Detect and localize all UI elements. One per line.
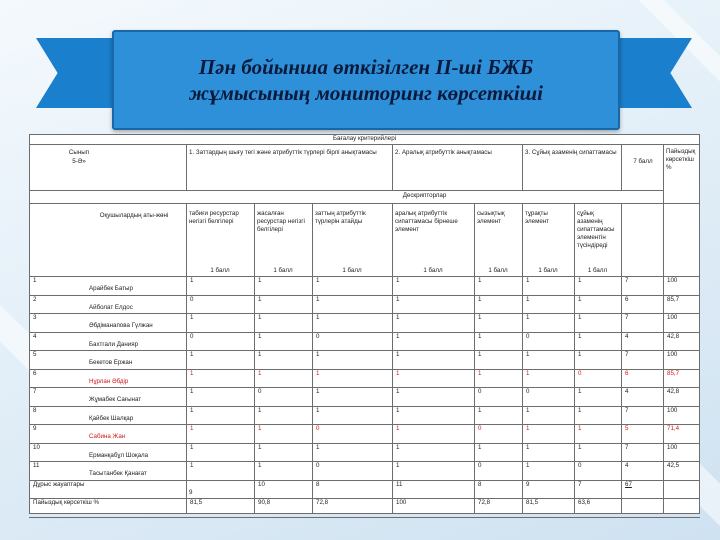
row-line [29,350,700,351]
percent-cell: 100 [667,277,678,284]
total-cell: 4 [625,332,629,340]
score-cell: 1 [578,406,582,414]
row-line [29,295,700,296]
percent-cell: 42,8 [667,388,680,395]
total-cell: 6 [625,369,629,377]
row-line [29,203,700,204]
row-number: 9 [33,425,37,432]
score-cell: 1 [258,332,262,340]
subscore-label: 1 балл [273,267,293,274]
total-cell: 7 [625,351,629,358]
monitoring-table [29,134,700,513]
col-line [621,203,622,513]
percent-header: Пайыздық көрсеткіш % [666,148,696,171]
score-cell: 0 [190,332,194,340]
score-cell: 1 [396,314,400,321]
score-cell: 1 [478,295,482,303]
col-line [574,203,575,513]
page-title: Пән бойынша өткізілген ІІ-ші БЖБ жұмысының мониторинг көрсеткіші [189,55,543,105]
score-cell: 1 [478,332,482,340]
score-cell: 1 [316,277,320,284]
score-cell: 1 [526,443,530,451]
percent-cell: 42,5 [667,462,680,469]
descriptor-7: сұйық азаменің сипаттамасы элементін түсіндіреді [577,210,615,249]
row-number: 2 [33,295,37,303]
score-cell: 1 [396,295,400,303]
student-name: Сабина Жан [89,433,126,440]
row-number: 11 [33,462,40,469]
score-cell: 0 [478,462,482,469]
descriptor-6: тұрақты элемент [525,210,550,225]
col-line [663,144,664,513]
score-cell: 1 [396,332,400,340]
score-cell: 1 [258,314,262,321]
criterion-3: 3. Сұйық азаменің сипаттамасы [525,149,617,156]
col-line [522,144,523,190]
score-cell: 0 [478,425,482,432]
correct-answers-cell: 9 [526,480,530,488]
correct-answers-cell: 7 [578,480,582,488]
criterion-1: 1. Заттардың шығу тегі және атрибуттік түрлері бірлі анықтамасы [189,149,377,156]
row-number: 1 [33,277,37,284]
total-cell: 7 [625,443,629,451]
students-label: Оқушылардың аты-жөні [99,212,169,219]
col-line [29,134,30,513]
row-line [29,513,700,514]
score-cell: 1 [526,462,530,469]
score-cell: 1 [316,406,320,414]
percent-cell: 85,7 [667,369,680,377]
score-cell: 1 [578,295,582,303]
score-cell: 1 [258,406,262,414]
criterion-2: 2. Аралық атрибуттік анықтамасы [395,149,492,156]
score-cell: 1 [190,351,194,358]
score-cell: 1 [578,332,582,340]
score-cell: 0 [478,388,482,395]
col-line [186,144,187,190]
score-cell: 1 [526,314,530,321]
score-cell: 1 [578,277,582,284]
score-cell: 1 [316,388,320,395]
score-cell: 1 [478,277,482,284]
col-line [699,134,700,513]
student-name: Қайбек Шалқар [89,414,134,422]
score-cell: 1 [578,351,582,358]
subscore-label: 1 балл [488,267,508,274]
student-name: Тасытанбек Қанағат [89,470,147,477]
student-name: Бекетов Ержан [89,359,133,366]
descriptor-4: аралық атрибуттік сипаттамасы бірнеше элемент [395,210,458,233]
percent-row-cell: 81,5 [190,499,203,506]
score-cell: 1 [578,314,582,321]
subscore-label: 1 балл [423,267,443,274]
row-line [29,517,700,518]
row-number: 6 [33,369,37,377]
row-line [29,461,700,462]
col-line [254,203,255,513]
student-name: Ерманқабұл Шоқала [89,451,149,459]
score-cell: 0 [316,425,320,432]
total-cell: 6 [625,295,629,303]
score-cell: 0 [316,332,320,340]
total-cell: 5 [625,425,629,432]
score-cell: 0 [316,462,320,469]
percent-cell: 71,4 [667,425,680,432]
subscore-label: 1 балл [210,267,230,274]
col-line [312,203,313,513]
score-cell: 1 [526,295,530,303]
descriptor-5: сызықтық элемент [477,210,505,225]
row-line [29,406,700,407]
score-cell: 1 [190,277,194,284]
percent-row-cell: 90,8 [258,499,271,506]
score-cell: 1 [316,295,320,303]
score-cell: 1 [396,388,400,395]
score-cell: 1 [396,425,400,432]
score-cell: 0 [258,388,262,395]
score-cell: 0 [526,332,530,340]
score-cell: 1 [478,314,482,321]
percent-cell: 100 [667,351,678,358]
class-value: 5-Ә» [72,158,86,165]
score-cell: 1 [258,295,262,303]
total-cell: 4 [625,388,629,395]
student-name: Айболат Елдос [89,303,133,311]
percent-row-cell: 81,5 [526,499,539,506]
descriptors-label: Дескрипторлар [402,192,447,199]
row-number: 5 [33,351,37,358]
col-line [392,144,393,190]
score-cell: 1 [316,443,320,451]
score-cell: 0 [190,295,194,303]
percent-row-cell: 63,6 [578,499,591,506]
descriptor-3: заттың атрибуттік түрлерін атайды [315,210,366,225]
subscore-label: 1 балл [342,267,362,274]
percent-row-cell: 72,8 [478,499,491,506]
row-line [29,313,700,314]
percent-cell: 100 [667,443,678,451]
score-cell: 1 [478,443,482,451]
score-cell: 1 [190,406,194,414]
row-number: 10 [33,443,40,451]
score-cell: 1 [578,388,582,395]
score-cell: 1 [578,443,582,451]
correct-answers-cell: 67 [625,480,632,488]
correct-answers-first: 9 [189,488,193,496]
row-line [29,443,700,444]
subscore-label: 1 балл [538,267,558,274]
score-cell: 1 [190,369,194,377]
percent-cell: 42,8 [667,332,680,340]
correct-answers-cell: 11 [396,480,403,488]
descriptor-2: жасалған ресурстар негізгі белгілері [257,210,305,233]
row-number: 8 [33,406,37,414]
score-cell: 0 [578,369,582,377]
score-cell: 1 [578,425,582,432]
student-name: Бахтгали Данияр [89,340,139,348]
row-line [29,276,700,277]
class-label: Сынып [68,149,90,156]
col-line [621,144,622,190]
score-cell: 1 [526,369,530,377]
row-line [29,332,700,333]
percent-cell: 85,7 [667,295,680,303]
student-name: Арайбек Батыр [89,285,133,292]
score-cell: 1 [190,314,194,321]
percent-cell: 100 [667,314,678,321]
score-cell: 1 [316,369,320,377]
score-cell: 1 [316,314,320,321]
col-line [474,203,475,513]
score-cell: 1 [526,406,530,414]
score-cell: 1 [190,443,194,451]
title-banner [36,14,692,130]
score-cell: 1 [316,351,320,358]
score-cell: 1 [526,351,530,358]
score-cell: 1 [396,406,400,414]
score-cell: 1 [258,277,262,284]
total-cell: 7 [625,277,629,284]
correct-answers-label: Дұрыс жауаптары [33,480,85,488]
criteria-header: Бағалау критерийлері [332,135,397,142]
score-cell: 1 [258,425,262,432]
score-cell: 1 [396,351,400,358]
banner-box [112,30,620,130]
row-number: 7 [33,388,37,395]
score-cell: 0 [526,388,530,395]
score-cell: 0 [578,462,582,469]
score-cell: 1 [478,369,482,377]
percent-row-cell: 100 [396,499,407,506]
score-cell: 1 [478,351,482,358]
percent-cell: 100 [667,406,678,414]
row-line [29,144,700,145]
total-cell: 7 [625,314,629,321]
correct-answers-cell: 10 [258,480,265,488]
percent-row-cell: 72,8 [316,499,329,506]
student-name: Нұрлан Әбдір [89,377,129,385]
row-line [29,424,700,425]
student-name: Әбдіманапова Гүлжан [89,322,153,329]
row-number: 3 [33,314,37,321]
score-cell: 1 [396,443,400,451]
score-cell: 1 [526,425,530,432]
col-line [186,203,187,513]
score-cell: 1 [190,388,194,395]
score-cell: 1 [190,425,194,432]
score-cell: 1 [396,277,400,284]
score-header: 7 балл [633,158,653,165]
subscore-label: 1 балл [587,267,608,274]
score-cell: 1 [396,462,400,469]
total-cell: 4 [625,462,629,469]
col-line [522,203,523,513]
score-cell: 1 [526,277,530,284]
row-line [29,190,663,191]
correct-answers-cell: 8 [478,480,482,488]
student-name: Жұмабек Сағынат [89,396,142,403]
correct-answers-cell: 8 [316,480,320,488]
total-cell: 7 [625,406,629,414]
score-cell: 1 [258,462,262,469]
row-number: 4 [33,332,37,340]
col-line [392,203,393,513]
score-cell: 1 [478,406,482,414]
score-cell: 1 [258,351,262,358]
row-line [29,369,700,370]
score-cell: 1 [396,369,400,377]
percent-row-label: Пайыздық көрсеткіш % [33,499,99,506]
descriptor-1: табиғи ресурстар негізгі белгілері [189,210,239,225]
score-cell: 1 [190,462,194,469]
score-cell: 1 [258,443,262,451]
score-cell: 1 [258,369,262,377]
row-line [29,387,700,388]
